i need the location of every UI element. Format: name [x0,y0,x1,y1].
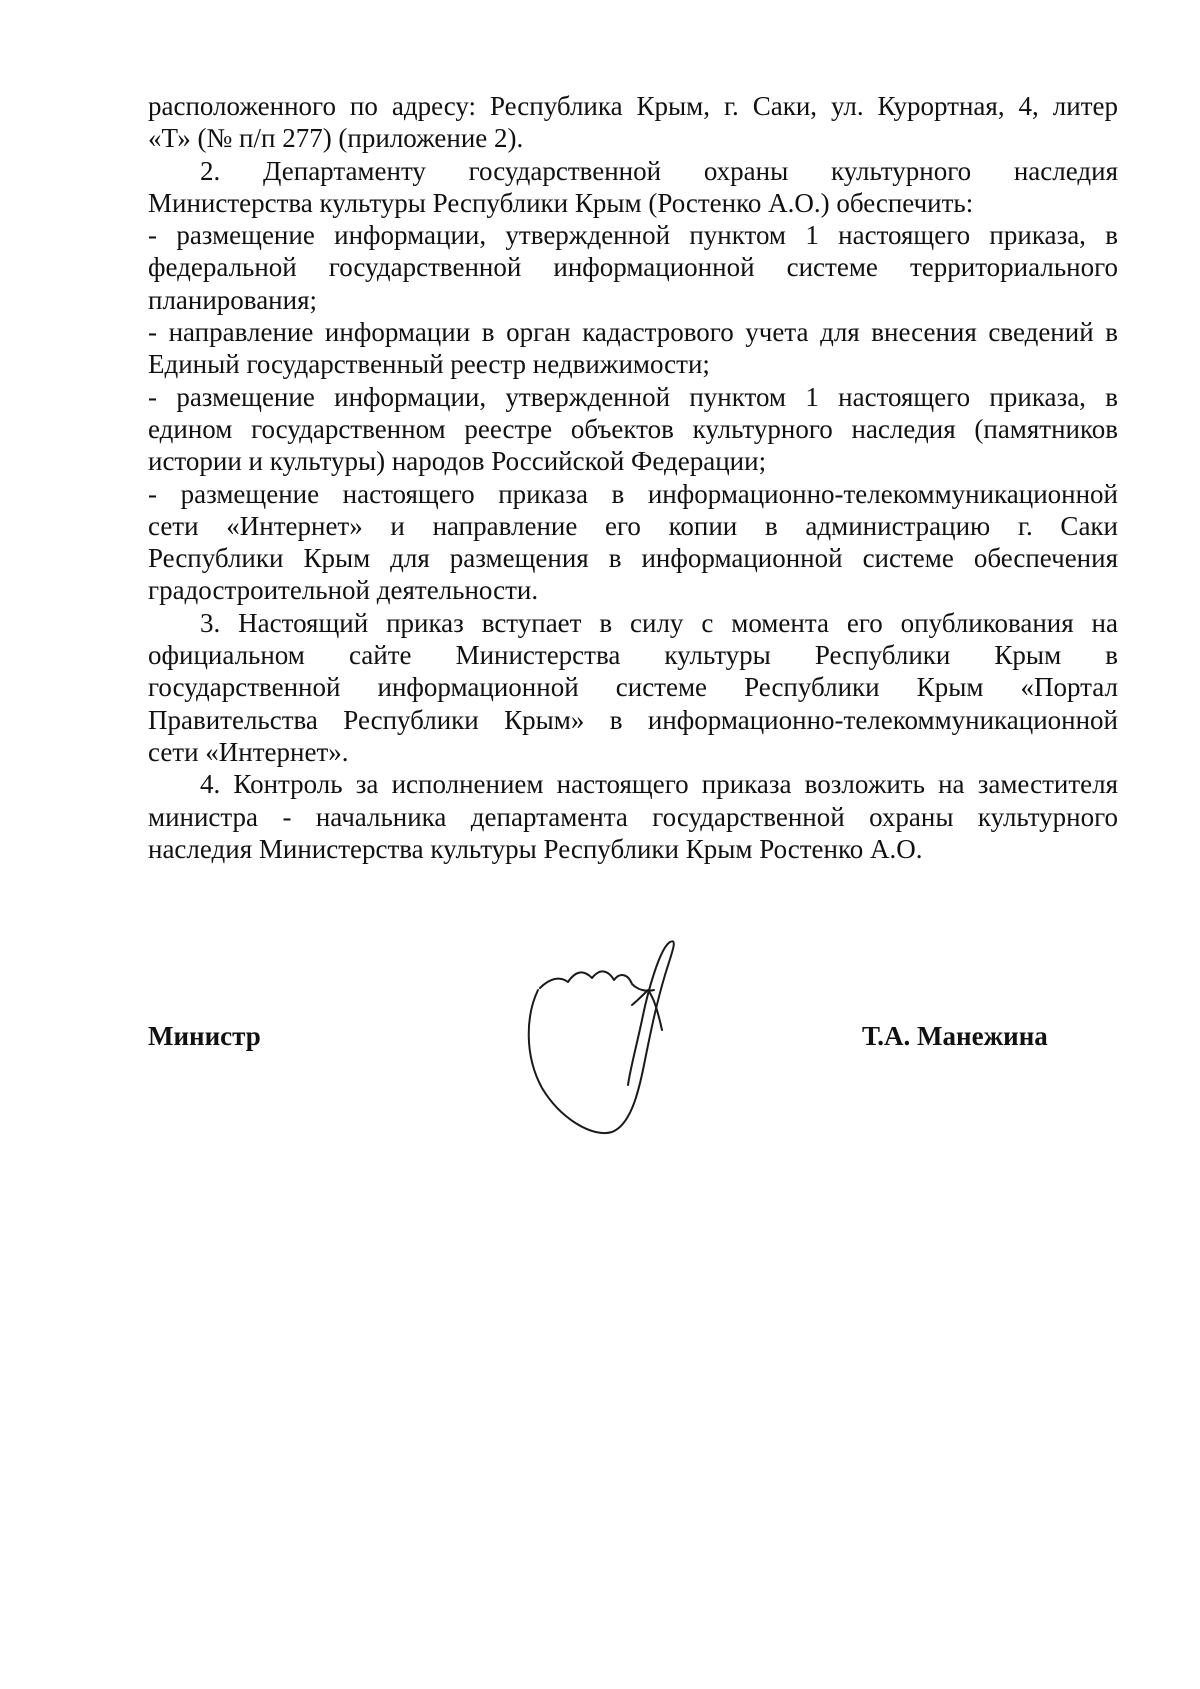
text-line: истории и культуры) народов Российской Федерации; [148,446,767,477]
text-line: федеральной государственной информационной системе территориального [148,252,1118,283]
text-line: сети «Интернет». [148,736,349,767]
bullet-1-line: - размещение информации, утвержденной пунктом 1 настоящего приказа, в [148,220,1118,251]
text-line: сети «Интернет» и направление его копии в администрацию г. Саки [148,510,1118,541]
document-body [148,90,1118,865]
text-line: едином государственном реестре объектов культурного наследия (памятников [148,413,1118,444]
text-line: наследия Министерства культуры Республики Крым Ростенко А.О. [148,833,923,864]
text-line: министра - начальника департамента государственной охраны культурного [148,801,1118,832]
paragraph-4-first-line: 4. Контроль за исполнением настоящего приказа возложить на заместителя [200,769,1118,800]
text-line: государственной информационной системе Республики Крым «Портал [148,672,1118,703]
text-line: официальном сайте Министерства культуры Республики Крым в [148,640,1118,671]
text-line: расположенного по адресу: Республика Крым, г. Саки, ул. Курортная, 4, литер [148,91,1118,121]
paragraph-2-first-line: 2. Департаменту государственной охраны культурного наследия [200,155,1118,186]
paragraph-3-first-line: 3. Настоящий приказ вступает в силу с момента его опубликования на [200,607,1118,638]
bullet-3-line: - размещение информации, утвержденной пунктом 1 настоящего приказа, в [148,381,1118,412]
text-line: градостроительной деятельности. [148,575,539,606]
text-line: Республики Крым для размещения в информационной системе обеспечения [148,543,1118,574]
text-line: планирования; [148,284,318,315]
signatory-name: Т.А. Манежина [862,1021,1048,1051]
signatory-title: Министр [148,1021,261,1051]
bullet-2-line: - направление информации в орган кадастрового учета для внесения сведений в [148,317,1118,348]
text-line: Правительства Республики Крым» в информационно-телекоммуникационной [148,704,1118,735]
handwritten-signature [520,920,740,1160]
text-line: Министерства культуры Республики Крым (Ростенко А.О.) обеспечить: [148,187,974,218]
bullet-4-line: - размещение настоящего приказа в информационно-телекоммуникационной [148,478,1118,509]
text-line: «Т» (№ п/п 277) (приложение 2). [148,123,524,154]
text-line: Единый государственный реестр недвижимости; [148,349,710,380]
